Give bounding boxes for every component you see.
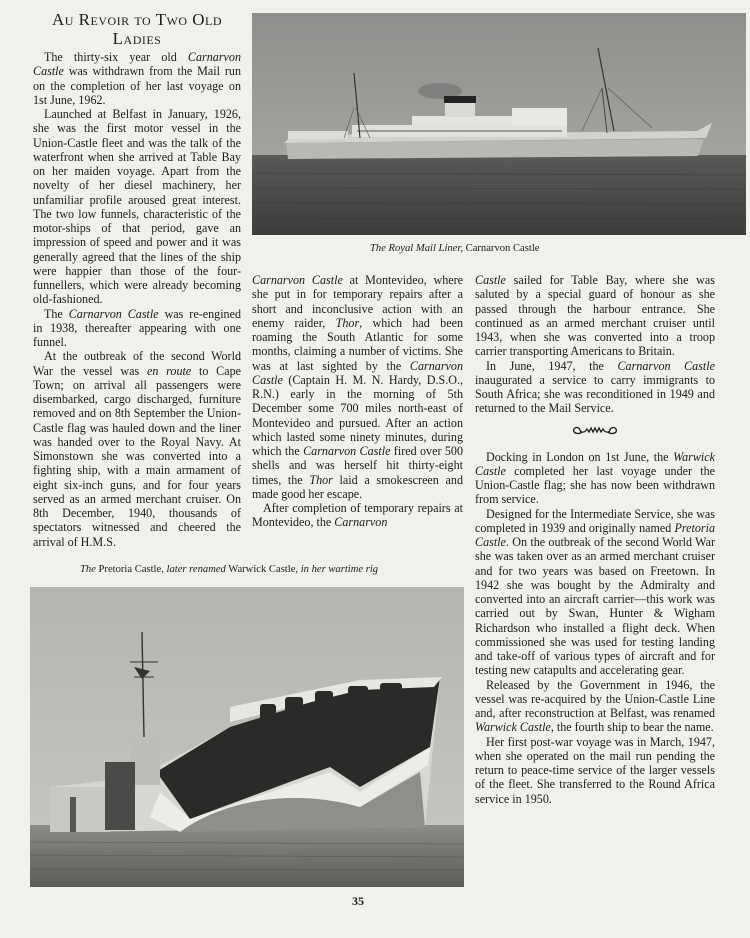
italic-text: Warwick Castle [475, 449, 715, 478]
liner-photo-image [252, 13, 746, 235]
paragraph [252, 501, 463, 530]
text-column-1 [33, 50, 241, 549]
paragraph [475, 735, 715, 806]
italic-text: Carnarvon Castle [252, 358, 463, 387]
text-run: Launched at Belfast in January, 1926, she was the first motor vessel in the Union-Castle fleet and was the talk of the waterfront when she arrived at Table Bay on her maiden voyage. Apart from the novelty of her diesel machinery, her unfamiliar profile aroused great interest. The two low funnels, characteristic of the motor-ships of that period, gave an impression of speed and power and it was generally agreed that the lines of the ship were happier than those of the four-funnellers, which were already becoming old-fashioned. [33, 107, 241, 307]
text-run: , the fourth ship to bear the name. [550, 720, 714, 735]
caption-prefix: The Royal Mail Liner, [370, 243, 463, 254]
text-run: was re-engined in 1938, thereafter appearing with one funnel. [33, 306, 242, 349]
text-run: completed her last voyage under the Union-Castle flag; she has now been withdrawn from service. [475, 463, 715, 507]
text-run: sailed for Table Bay, where she was saluted by a special guard of honour as she passed through the harbour entrance. She continued as an armed merchant cruiser until 1943, when she was converted into a troop carrier transporting Americans to Britain. [475, 273, 715, 359]
italic-text: Pretoria Castle [475, 520, 715, 549]
text-run: was withdrawn from the Mail run on the completion of her last voyage on 1st June, 1962. [33, 64, 241, 107]
italic-text: Thor [309, 472, 333, 487]
carrier-photo-image [30, 587, 464, 887]
column-3-part-a [475, 273, 715, 416]
text-run: laid a smokescreen and made good her escape. [252, 472, 463, 501]
text-column-3 [475, 273, 715, 806]
paragraph [475, 507, 715, 678]
paragraph [33, 349, 241, 549]
photo-caption-carrier [80, 564, 378, 575]
article-title: Au Revoir to Two Old Ladies [51, 10, 223, 48]
italic-text: Warwick Castle [475, 720, 551, 735]
text-run: After completion of temporary repairs at Montevideo, the [252, 501, 463, 530]
paragraph [475, 678, 715, 735]
paragraph [33, 307, 241, 350]
caption-middle: later renamed [163, 564, 226, 575]
text-run: inaugurated a service to carry immigrants to South Africa; she was reconditioned in 1949 and returned to the Mail Service. [475, 372, 715, 416]
column-3-part-b [475, 450, 715, 806]
text-run: . On the outbreak of the second World War she was taken over as an armed merchant cruiser and for two years was based on Freetown. In 1942 she was bought by the Admiralty and converted into an aircraft carrier—this work was carried out by Swan, Hunter & Wigham Richardson who installed a flight deck. When commissioned she was used for testing landing and take-off of various types of aircraft and for testing new catapults and accelerating gear. [475, 535, 715, 678]
italic-text: Carnarvon [334, 515, 388, 530]
text-run: (Captain H. M. N. Hardy, D.S.O., R.N.) early in the morning of 5th December some 700 miles north-east of Montevideo and pursued. After an action which lasted some ninety minutes, during which the [252, 372, 463, 458]
photo-carnarvon-castle [252, 13, 746, 235]
caption-ship-name-1: Pretoria Castle, [95, 564, 164, 575]
scroll-flourish-icon [475, 424, 715, 436]
text-run: The [44, 306, 69, 321]
italic-text: Carnarvon Castle [68, 306, 159, 321]
caption-ship-name: Carnarvon Castle [462, 243, 540, 254]
paragraph [33, 50, 241, 107]
photo-caption-liner [370, 243, 539, 254]
caption-ship-name-2: Warwick Castle, [225, 564, 299, 575]
text-column-2 [252, 273, 463, 530]
text-run: In June, 1947, the [486, 358, 618, 373]
italic-text: Carnarvon Castle [617, 358, 715, 373]
italic-text: Carnarvon Castle [303, 444, 391, 458]
text-run: Docking in London on 1st June, the [486, 449, 674, 464]
text-run: At the outbreak of the second World War the vessel was [33, 349, 241, 378]
page-number: 35 [352, 894, 364, 908]
paragraph [475, 273, 715, 359]
text-run: Designed for the Intermediate Service, she was completed in 1939 and originally named [475, 506, 715, 535]
paragraph [475, 359, 715, 416]
paragraph [252, 273, 463, 501]
photo-pretoria-castle-carrier [30, 587, 464, 887]
text-run: , which had been roaming the South Atlantic for some months, claiming a number of victims. She was at last sighted by the [252, 315, 463, 373]
italic-text: en route [146, 363, 192, 378]
text-run: to Cape Town; on arrival all passengers were disembarked, cargo discharged, furniture removed and on 8th September the Union-Castle flag was hauled down and the liner was handed over to the Royal Navy. At Simonstown she was converted into a fighting ship, with a main armament of eight six-inch guns, and for four years served as an armed merchant cruiser. On 8th December, 1940, thousands of spectators witnessed and cheered the arrival of H.M.S. [33, 363, 241, 549]
paragraph [475, 450, 715, 507]
text-run: at Montevideo, where she put in for temporary repairs after a short and inconclusive action with an enemy raider, [252, 273, 463, 330]
paragraph [33, 107, 241, 307]
text-run: Released by the Government in 1946, the vessel was re-acquired by the Union-Castle Line and, after reconstruction at Belfast, was renamed [475, 677, 715, 720]
text-run: The thirty-six year old [44, 50, 188, 64]
italic-text: Thor [335, 315, 360, 330]
italic-text: Carnarvon Castle [252, 273, 343, 287]
italic-text: Castle [475, 273, 506, 287]
caption-the: The [80, 564, 96, 575]
caption-suffix: in her wartime rig [298, 564, 379, 575]
italic-text: Carnarvon Castle [33, 50, 241, 79]
text-run: fired over 500 shells and was herself hit thirty-eight times, the [252, 444, 463, 487]
text-run: Her first post-war voyage was in March, 1947, when she operated on the mail run pending the return to peace-time service of the larger vessels of the fleet. She transferred to the Round Africa service in 1950. [475, 734, 715, 806]
